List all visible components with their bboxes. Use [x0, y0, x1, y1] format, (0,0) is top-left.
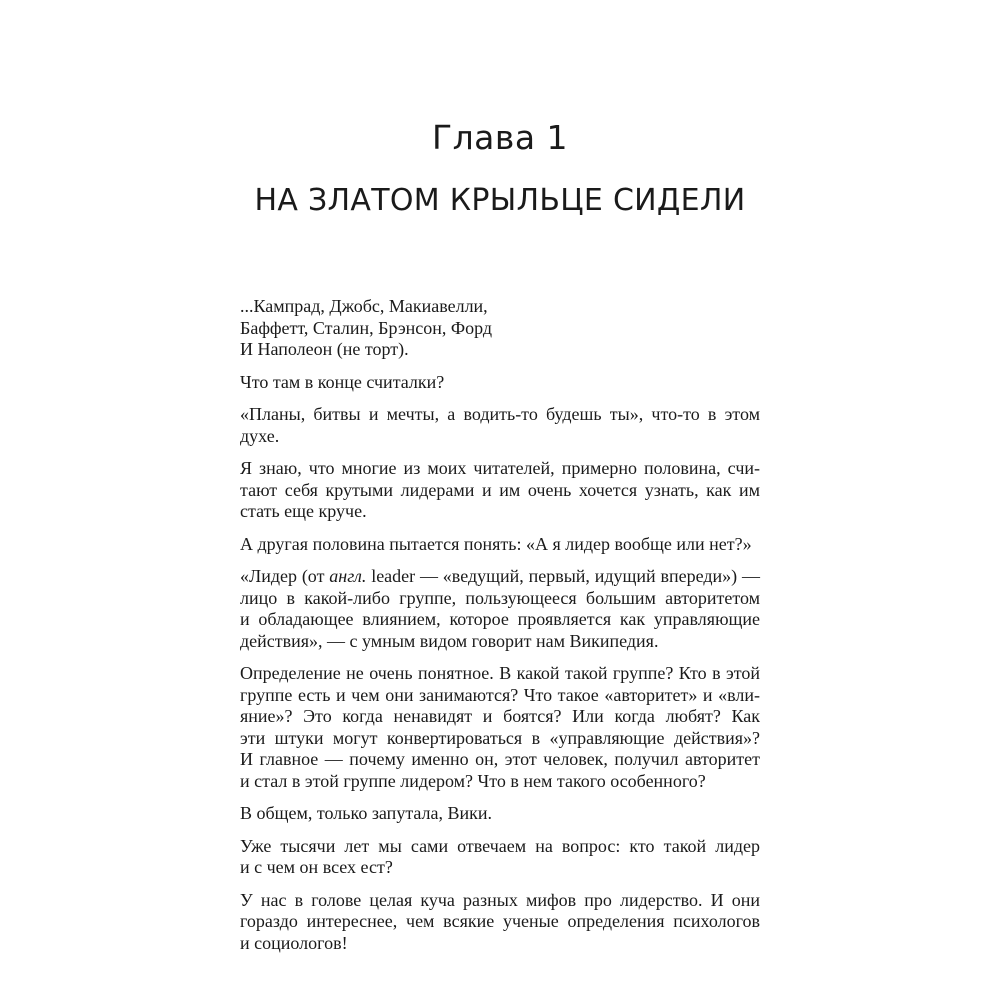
text-line: эти штуки могут конвертироваться в «управляющие действия»? — [240, 727, 760, 748]
italic-abbreviation: англ. — [329, 566, 367, 586]
text-line: и с чем он всех ест? — [240, 857, 393, 877]
text-line: гораздо интереснее, чем всякие ученые определения психологов — [240, 911, 760, 931]
paragraph — [240, 663, 760, 792]
chapter-label: Глава 1 — [431, 118, 569, 157]
paragraph — [240, 566, 760, 652]
text-fragment: «Лидер (от — [240, 566, 330, 586]
text-line: и социологов! — [240, 932, 348, 953]
verse-line: Баффетт, Сталин, Брэнсон, Форд — [240, 317, 493, 338]
text-line: Я знаю, что многие из моих читателей, примерно половина, счи- — [240, 458, 760, 478]
paragraph — [240, 404, 760, 447]
paragraph — [240, 836, 760, 879]
text-line: тают себя крутыми лидерами и им очень хочется узнать, как им — [240, 479, 760, 500]
text-line: и обладающее влиянием, которое проявляется как управляющие — [240, 609, 760, 629]
text-line: А другая половина пытается понять: «А я лидер вообще или нет?» — [240, 533, 752, 554]
text-line: яние»? Это когда ненавидят и боятся? Или когда любят? Как — [240, 706, 760, 726]
text-line: Уже тысячи лет мы сами отвечаем на вопрос: кто такой лидер — [240, 835, 760, 856]
verse-line: ...Кампрад, Джобс, Макиавелли, — [240, 296, 488, 316]
text-line: И главное — почему именно он, этот человек, получил авторитет — [240, 749, 760, 769]
chapter-title: НА ЗЛАТОМ КРЫЛЬЦЕ СИДЕЛИ — [254, 183, 746, 218]
paragraph — [240, 803, 760, 825]
text-line: и стал в этой группе лидером? Что в нем такого особенного? — [240, 770, 706, 791]
body-text — [240, 296, 760, 965]
text-line: «Планы, битвы и мечты, а водить-то будешь ты», что-то в этом — [240, 404, 760, 424]
text-line: В общем, только запутала, Вики. — [240, 803, 493, 823]
text-line: стать еще круче. — [240, 501, 367, 521]
text-line: Что там в конце считалки? — [240, 371, 445, 392]
verse-line: И Наполеон (не торт). — [240, 339, 409, 359]
text-line: Определение не очень понятное. В какой такой группе? Кто в этой — [240, 663, 760, 683]
text-line — [240, 566, 760, 588]
text-line: У нас в голове целая куча разных мифов про лидерство. И они — [240, 889, 760, 910]
text-fragment: leader — «ведущий, первый, идущий впереди») — — [366, 566, 760, 586]
paragraph — [240, 372, 760, 394]
paragraph — [240, 458, 760, 523]
paragraph — [240, 534, 760, 556]
epigraph-verse — [240, 296, 760, 361]
text-line: группе есть и чем они занимаются? Что такое «авторитет» и «вли- — [240, 684, 760, 705]
paragraph — [240, 890, 760, 955]
text-line: действия», — с умным видом говорит нам Википедия. — [240, 630, 659, 651]
text-line: духе. — [240, 425, 280, 446]
text-line: лицо в какой-либо группе, пользующееся большим авторитетом — [240, 587, 760, 608]
